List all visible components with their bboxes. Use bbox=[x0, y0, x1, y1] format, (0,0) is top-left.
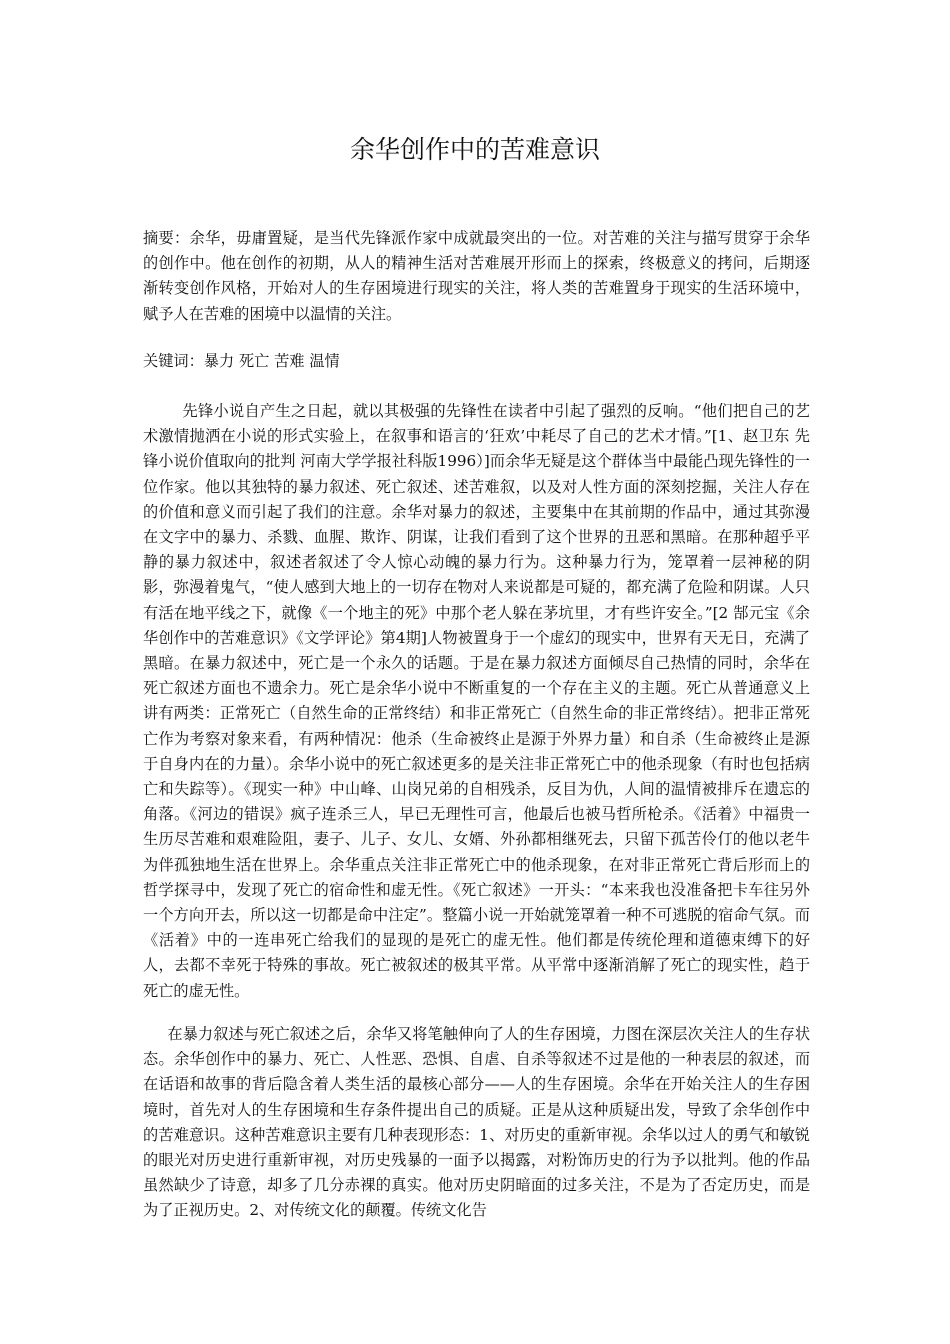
document-title: 余华创作中的苦难意识 bbox=[349, 135, 600, 164]
body-paragraph-2: 在暴力叙述与死亡叙述之后，余华又将笔触伸向了人的生存困境，力图在深层次关注人的生存状态。余华创作中的暴力、死亡、人性恶、恐惧、自虐、自杀等叙述不过是他的一种表层的叙述，而在话语和故事的背后隐含着人类生活的最核心部分——人的生存困境。余华在开始关注人的生存困境时，首先对人的生存困境和生存条件提出自己的质疑。正是从这种质疑出发，导致了余华创作中的苦难意识。这种苦难意识主要有几种表现形态：1、对历史的重新审视。余华以过人的勇气和敏锐的眼光对历史进行重新审视，对历史残暴的一面予以揭露，对粉饰历史的行为予以批判。他的作品虽然缺少了诗意，却多了几分赤裸的真实。他对历史阴暗面的过多关注，不是为了否定历史，而是为了正视历史。2、对传统文化的颠覆。传统文化告 bbox=[143, 1025, 810, 1220]
keywords: 关键词：暴力 死亡 苦难 温情 bbox=[143, 352, 340, 370]
body-paragraph-1: 先锋小说自产生之日起，就以其极强的先锋性在读者中引起了强烈的反响。“他们把自己的艺术激情抛洒在小说的形式实验上，在叙事和语言的‘狂欢’中耗尽了自己的艺术才情。”[1、赵卫东 先锋小说价值取向的批判 河南大学学报社科版1996）]而余华无疑是这个群体当中最能凸现先锋性的一位作家。他以其独特的暴力叙述、死亡叙述、述苦难叙，以及对人性方面的深刻挖掘，关注人存在的价值和意义而引起了我们的注意。余华对暴力的叙述，主要集中在其前期的作品中，通过其弥漫在文字中的暴力、杀戮、血腥、欺诈、阴谋，让我们看到了这个世界的丑恶和黑暗。在那种超乎平静的暴力叙述中，叙述者叙述了令人惊心动魄的暴力行为。这种暴力行为，笼罩着一层神秘的阴影，弥漫着鬼气，“使人感到大地上的一切存在物对人来说都是可疑的，都充满了危险和阴谋。人只有活在地平线之下，就像《一个地主的死》中那个老人躲在茅坑里，才有些许安全。”[2 郜元宝《余华创作中的苦难意识》《文学评论》第4期]人物被置身于一个虚幻的现实中，世界有天无日，充满了黑暗。在暴力叙述中，死亡是一个永久的话题。于是在暴力叙述方面倾尽自己热情的同时，余华在死亡叙述方面也不遗余力。死亡是余华小说中不断重复的一个存在主义的主题。死亡从普通意义上讲有两类：正常死亡（自然生命的正常终结）和非正常死亡（自然生命的非正常终结）。把非正常死亡作为考察对象来看，有两种情况：他杀（生命被终止是源于外界力量）和自杀（生命被终止是源于自身内在的力量）。余华小说中的死亡叙述更多的是关注非正常死亡中的他杀现象（有时也包括病亡和失踪等）。《现实一种》中山峰、山岗兄弟的自相残杀，反目为仇，人间的温情被排斥在遗忘的角落。《河边的错误》疯子连杀三人，早已无理性可言，他最后也被马哲所枪杀。《活着》中福贵一生历尽苦难和艰难险阻，妻子、儿子、女儿、女婿、外孙都相继死去，只留下孤苦伶仃的他以老牛为伴孤独地生活在世界上。余华重点关注非正常死亡中的他杀现象，在对非正常死亡背后形而上的哲学探寻中，发现了死亡的宿命性和虚无性。《死亡叙述》一开头：“本来我也没准备把卡车往另外一个方向开去，所以这一切都是命中注定”。整篇小说一开始就笼罩着一种不可逃脱的宿命气氛。而《活着》中的一连串死亡给我们的显现的是死亡的虚无性。他们都是传统伦理和道德束缚下的好人，去都不幸死于特殊的事故。死亡被叙述的极其平常。从平常中逐渐消解了死亡的现实性，趋于死亡的虚无性。 bbox=[143, 402, 810, 1000]
abstract: 摘要：余华，毋庸置疑，是当代先锋派作家中成就最突出的一位。对苦难的关注与描写贯穿于余华的创作中。他在创作的初期，从人的精神生活对苦难展开形而上的探索，终极意义的拷问，后期逐渐转变创作风格，开始对人的生存困境进行现实的关注，将人类的苦难置身于现实的生活环境中，赋予人在苦难的困境中以温情的关注。 bbox=[143, 229, 810, 323]
